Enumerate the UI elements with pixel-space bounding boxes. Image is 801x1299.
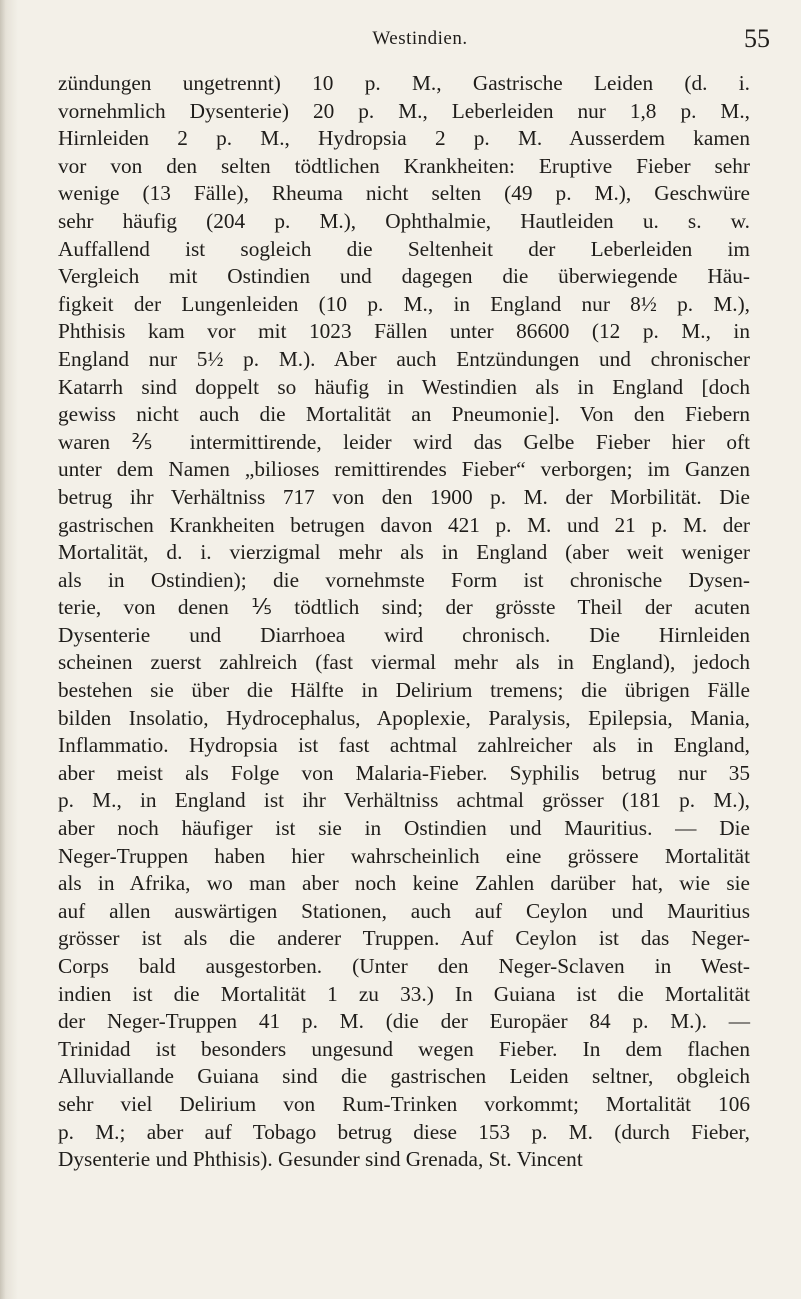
text-line: scheinen zuerst zahlreich (fast viermal mehr als in England), jedoch	[58, 650, 750, 675]
text-line: terie, von denen ⅕ tödtlich sind; der grösste Theil der acuten	[58, 595, 750, 620]
text-line: unter dem Namen „bilioses remittirendes Fieber“ verborgen; im Ganzen	[58, 457, 750, 482]
text-line: Trinidad ist besonders ungesund wegen Fieber. In dem flachen	[58, 1036, 750, 1061]
text-line: figkeit der Lungenleiden (10 p. M., in England nur 8½ p. M.),	[58, 291, 750, 316]
text-line: Dysenterie und Phthisis). Gesunder sind Grenada, St. Vincent	[58, 1147, 583, 1172]
text-line: wenige (13 Fälle), Rheuma nicht selten (49 p. M.), Geschwüre	[58, 181, 750, 206]
text-line: Neger-Truppen haben hier wahrscheinlich eine grössere Mortalität	[58, 843, 750, 868]
text-line: sehr viel Delirium von Rum-Trinken vorkommt; Mortalität 106	[58, 1091, 750, 1116]
running-title: Westindien.	[372, 28, 468, 49]
text-line: gastrischen Krankheiten betrugen davon 421 p. M. und 21 p. M. der	[58, 512, 750, 537]
text-line: grösser ist als die anderer Truppen. Auf Ceylon ist das Neger-	[58, 926, 750, 951]
text-line: Mortalität, d. i. vierzigmal mehr als in England (aber weit weniger	[58, 540, 750, 565]
body-text	[58, 70, 750, 1174]
text-line: Corps bald ausgestorben. (Unter den Neger-Sclaven in West-	[58, 954, 750, 978]
text-line: vor von den selten tödtlichen Krankheiten: Eruptive Fieber sehr	[58, 153, 750, 178]
text-line: p. M.; aber auf Tobago betrug diese 153 p. M. (durch Fieber,	[58, 1119, 750, 1144]
text-line: Phthisis kam vor mit 1023 Fällen unter 86600 (12 p. M., in	[58, 319, 750, 344]
text-line: indien ist die Mortalität 1 zu 33.) In Guiana ist die Mortalität	[58, 981, 750, 1006]
text-line: bestehen sie über die Hälfte in Delirium tremens; die übrigen Fälle	[58, 678, 750, 703]
text-line: Katarrh sind doppelt so häufig in Westindien als in England [doch	[58, 374, 750, 399]
page-header	[60, 22, 780, 62]
text-line: gewiss nicht auch die Mortalität an Pneumonie]. Von den Fiebern	[58, 402, 750, 427]
text-line: aber noch häufiger ist sie in Ostindien und Mauritius. — Die	[58, 816, 750, 841]
page-binding-shadow	[0, 0, 18, 1299]
text-line: betrug ihr Verhältniss 717 von den 1900 p. M. der Morbilität. Die	[58, 484, 750, 509]
text-line: als in Afrika, wo man aber noch keine Zahlen darüber hat, wie sie	[58, 871, 750, 896]
text-line: vornehmlich Dysenterie) 20 p. M., Leberleiden nur 1,8 p. M.,	[58, 98, 750, 123]
text-line: zündungen ungetrennt) 10 p. M., Gastrische Leiden (d. i.	[58, 71, 750, 95]
text-line: Dysenterie und Diarrhoea wird chronisch. Die Hirnleiden	[58, 622, 750, 647]
text-line: auf allen auswärtigen Stationen, auch auf Ceylon und Mauritius	[58, 898, 750, 923]
text-line: der Neger-Truppen 41 p. M. (die der Europäer 84 p. M.). —	[58, 1009, 750, 1034]
text-line: aber meist als Folge von Malaria-Fieber. Syphilis betrug nur 35	[58, 760, 750, 785]
text-line: bilden Insolatio, Hydrocephalus, Apoplexie, Paralysis, Epilepsia, Mania,	[58, 705, 750, 730]
text-line: p. M., in England ist ihr Verhältniss achtmal grösser (181 p. M.),	[58, 788, 750, 813]
text-line: Vergleich mit Ostindien und dagegen die überwiegende Häu-	[58, 264, 750, 289]
page-number: 55	[744, 24, 770, 53]
text-line: Hirnleiden 2 p. M., Hydropsia 2 p. M. Ausserdem kamen	[58, 126, 750, 151]
text-line: Inflammatio. Hydropsia ist fast achtmal zahlreicher als in England,	[58, 733, 750, 758]
text-line: England nur 5½ p. M.). Aber auch Entzündungen und chronischer	[58, 346, 750, 371]
text-line: Alluviallande Guiana sind die gastrischen Leiden seltner, obgleich	[58, 1064, 750, 1089]
text-line: waren ⅖ intermittirende, leider wird das Gelbe Fieber hier oft	[58, 429, 750, 454]
text-line: als in Ostindien); die vornehmste Form ist chronische Dysen-	[58, 567, 750, 592]
text-line: Auffallend ist sogleich die Seltenheit der Leberleiden im	[58, 236, 750, 261]
text-line: sehr häufig (204 p. M.), Ophthalmie, Hautleiden u. s. w.	[58, 208, 750, 233]
